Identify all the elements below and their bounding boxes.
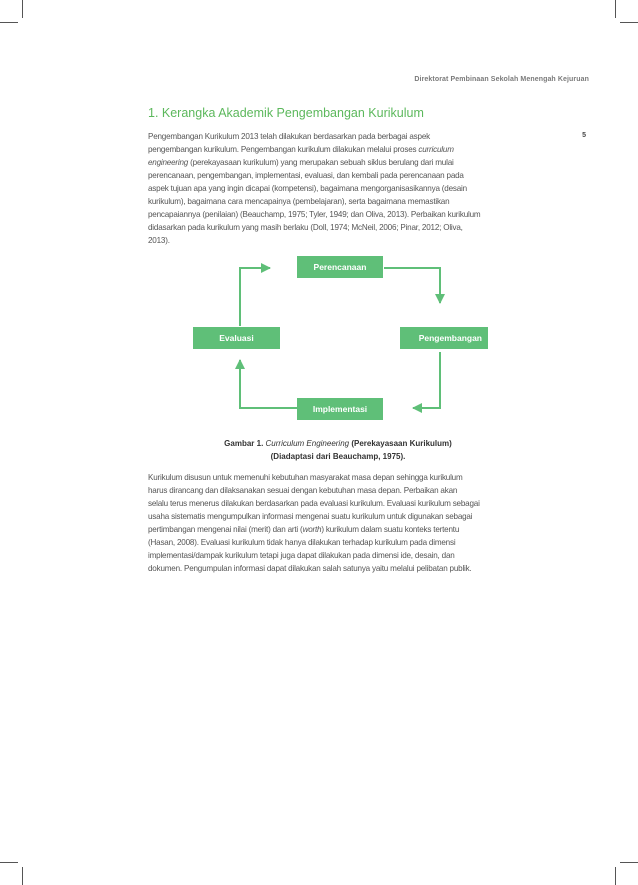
page-number: 5 bbox=[582, 132, 586, 139]
paragraph-evaluation: Kurikulum disusun untuk memenuhi kebutuhan masyarakat masa depan sehingga kurikulum harus dirancang dan dilaksanakan sesuai dengan kebutuhan masa depan. Perbaikan akan selalu terus menerus dilakukan berdasarkan pada evaluasi kurikulum. Evaluasi kurikulum sebagai usaha sistematis mengumpulkan informasi mengenai suatu kurikulum untuk digunakan sebagai pertimbangan mengenai nilai (merit) dan arti (worth) kurikulum dalam suatu konteks tertentu (Hasan, 2008). Evaluasi kurikulum tidak hanya dilakukan terhadap kurikulum pada dimensi implementasi/dampak kurikulum tetapi juga dapat dilakukan pada dimensi ide, desain, dan dokumen. Pengumpulan informasi dapat dilakukan salah satunya yaitu melalui pelibatan publik. bbox=[148, 473, 480, 573]
box-pengembangan: Pengembangan bbox=[400, 327, 488, 349]
box-evaluasi: Evaluasi bbox=[193, 327, 280, 349]
figure-caption: Gambar 1. Curriculum Engineering (Perekayasaan Kurikulum) (Diadaptasi dari Beauchamp, 1975). bbox=[224, 439, 452, 461]
paragraph-intro: Pengembangan Kurikulum 2013 telah dilakukan berdasarkan pada berbagai aspek pengembangan kurikulum. Pengembangan kurikulum dilakukan melalui proses curriculum engineering (perekayasaan kurikulum) yang merupakan sebuah siklus berulang dari mulai perencanaan, pengembangan, implementasi, evaluasi, dan kembali pada perencanaan pada aspek tujuan apa yang ingin dicapai (kompetensi), bagaimana mengorganisasikannya (desain kurikulum), bagaimana cara mencapainya (pembelajaran), serta bagaimana memastikan pencapaiannya (penilaian) (Beauchamp, 1975; Tyler, 1949; dan Oliva, 2013). Perbaikan kurikulum didasarkan pada kurikulum yang masih berlaku (Doll, 1974; McNeil, 2006; Pinar, 2012; Oliva, 2013). bbox=[148, 132, 481, 245]
section-title: 1. Kerangka Akademik Pengembangan Kurikulum bbox=[148, 106, 424, 120]
running-header: Direktorat Pembinaan Sekolah Menengah Kejuruan bbox=[414, 76, 589, 83]
box-implementasi: Implementasi bbox=[297, 398, 383, 420]
arrow-perencanaan-to-pengembangan bbox=[384, 268, 440, 303]
arrow-pengembangan-to-implementasi bbox=[413, 352, 440, 408]
arrow-implementasi-to-evaluasi bbox=[240, 360, 297, 408]
arrow-evaluasi-to-perencanaan bbox=[240, 268, 270, 326]
box-perencanaan: Perencanaan bbox=[297, 256, 383, 278]
